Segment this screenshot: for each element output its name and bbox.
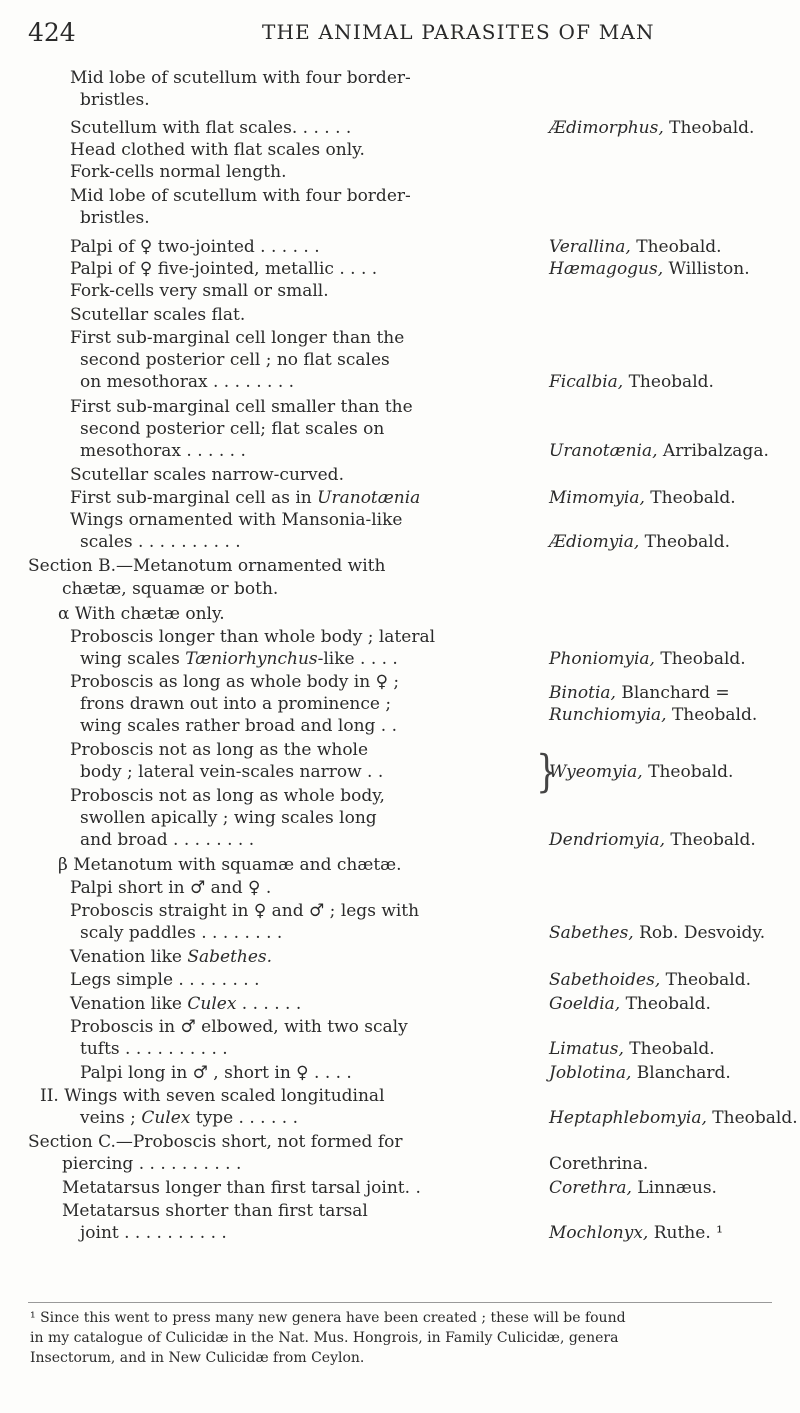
genus-entry: Hæmagogus, Williston. — [549, 259, 750, 279]
key-line: Venation like Sabethes. — [70, 947, 273, 967]
key-line: First sub-marginal cell smaller than the — [70, 397, 413, 417]
genus-entry: Verallina, Theobald. — [549, 237, 722, 257]
key-line: Fork-cells very small or small. — [70, 281, 329, 301]
genus-entry: Joblotina, Blanchard. — [549, 1063, 731, 1083]
key-line: Venation like Culex . . . . . . — [70, 994, 302, 1014]
genus-entry: Wyeomyia, Theobald. — [549, 762, 734, 782]
key-line: Fork-cells normal length. — [70, 162, 287, 182]
footnote-line: Insectorum, and in New Culicidæ from Ceylon. — [30, 1350, 365, 1366]
key-line: body ; lateral vein-scales narrow . . — [80, 762, 384, 782]
brace-symbol: } — [536, 746, 558, 799]
key-line: on mesothorax . . . . . . . . — [80, 372, 295, 392]
genus-entry: Sabethes, Rob. Desvoidy. — [549, 923, 766, 943]
genus-entry: Uranotænia, Arribalzaga. — [549, 441, 769, 461]
key-line: First sub-marginal cell as in Uranotænia — [70, 488, 421, 508]
key-line: second posterior cell; flat scales on — [80, 419, 385, 439]
key-line: chætæ, squamæ or both. — [62, 579, 279, 599]
key-line: swollen apically ; wing scales long — [80, 808, 377, 828]
genus-entry: Heptaphlebomyia, Theobald. — [549, 1108, 798, 1128]
key-line: Mid lobe of scutellum with four border- — [70, 68, 411, 88]
key-line: bristles. — [80, 90, 150, 110]
key-line: joint . . . . . . . . . . — [80, 1223, 227, 1243]
key-line: Palpi of ♀ two-jointed . . . . . . — [70, 237, 320, 257]
key-line: scaly paddles . . . . . . . . — [80, 923, 283, 943]
genus-entry: Ficalbia, Theobald. — [549, 372, 714, 392]
key-line: scales . . . . . . . . . . — [80, 532, 241, 552]
key-line: second posterior cell ; no flat scales — [80, 350, 390, 370]
key-line: Proboscis as long as whole body in ♀ ; — [70, 672, 400, 692]
genus-entry: Corethrina. — [549, 1154, 649, 1174]
key-line: Proboscis not as long as the whole — [70, 740, 369, 760]
key-line: Scutellum with flat scales. . . . . . — [70, 118, 352, 138]
key-line: Scutellar scales narrow-curved. — [70, 465, 344, 485]
key-line: Proboscis longer than whole body ; lateral — [70, 627, 436, 647]
key-line: Scutellar scales flat. — [70, 305, 246, 325]
key-line: Wings ornamented with Mansonia-like — [70, 510, 403, 530]
key-line: Palpi of ♀ five-jointed, metallic . . . . — [70, 259, 378, 279]
key-line: bristles. — [80, 208, 150, 228]
genus-entry: Runchiomyia, Theobald. — [549, 705, 758, 725]
key-line: First sub-marginal cell longer than the — [70, 328, 405, 348]
footnote-rule — [28, 1302, 772, 1303]
key-line: Metatarsus longer than first tarsal joint. . — [62, 1178, 421, 1198]
key-line: Proboscis straight in ♀ and ♂ ; legs with — [70, 901, 420, 921]
genus-entry: Sabethoides, Theobald. — [549, 970, 751, 990]
genus-entry: Dendriomyia, Theobald. — [549, 830, 756, 850]
footnote-line: in my catalogue of Culicidæ in the Nat. Mus. Hongrois, in Family Culicidæ, genera — [30, 1330, 619, 1346]
key-line: Section B.—Metanotum ornamented with — [28, 556, 386, 576]
genus-entry: Ædimorphus, Theobald. — [549, 118, 755, 138]
key-line: Mid lobe of scutellum with four border- — [70, 186, 411, 206]
key-line: wing scales rather broad and long . . — [80, 716, 398, 736]
key-line: piercing . . . . . . . . . . — [62, 1154, 242, 1174]
key-line: Proboscis in ♂ elbowed, with two scaly — [70, 1017, 408, 1037]
key-line: II. Wings with seven scaled longitudinal — [40, 1086, 385, 1106]
genus-entry: Phoniomyia, Theobald. — [549, 649, 746, 669]
genus-entry: Mimomyia, Theobald. — [549, 488, 736, 508]
key-line: and broad . . . . . . . . — [80, 830, 255, 850]
page-number: 424 — [28, 18, 76, 47]
key-line: Legs simple . . . . . . . . — [70, 970, 260, 990]
key-line: wing scales Tæniorhynchus-like . . . . — [80, 649, 398, 669]
genus-entry: Mochlonyx, Ruthe. ¹ — [549, 1223, 723, 1243]
genus-entry: Corethra, Linnæus. — [549, 1178, 717, 1198]
key-line: Palpi short in ♂ and ♀ . — [70, 878, 272, 898]
key-line: Metatarsus shorter than first tarsal — [62, 1201, 368, 1221]
key-line: Section C.—Proboscis short, not formed for — [28, 1132, 403, 1152]
genus-entry: Limatus, Theobald. — [549, 1039, 715, 1059]
genus-entry: Ædiomyia, Theobald. — [549, 532, 731, 552]
genus-entry: Binotia, Blanchard = — [549, 683, 730, 703]
footnote-line: ¹ Since this went to press many new genera have been created ; these will be found — [30, 1310, 626, 1326]
key-line: Proboscis not as long as whole body, — [70, 786, 385, 806]
key-line: mesothorax . . . . . . — [80, 441, 246, 461]
key-line: α With chætæ only. — [58, 604, 225, 624]
running-title: THE ANIMAL PARASITES OF MAN — [262, 20, 655, 44]
genus-entry: Goeldia, Theobald. — [549, 994, 711, 1014]
key-line: Head clothed with flat scales only. — [70, 140, 365, 160]
key-line: frons drawn out into a prominence ; — [80, 694, 392, 714]
key-line: tufts . . . . . . . . . . — [80, 1039, 228, 1059]
key-line: veins ; Culex type . . . . . . — [80, 1108, 298, 1128]
key-line: β Metanotum with squamæ and chætæ. — [58, 855, 402, 875]
key-line: Palpi long in ♂ , short in ♀ . . . . — [80, 1063, 352, 1083]
